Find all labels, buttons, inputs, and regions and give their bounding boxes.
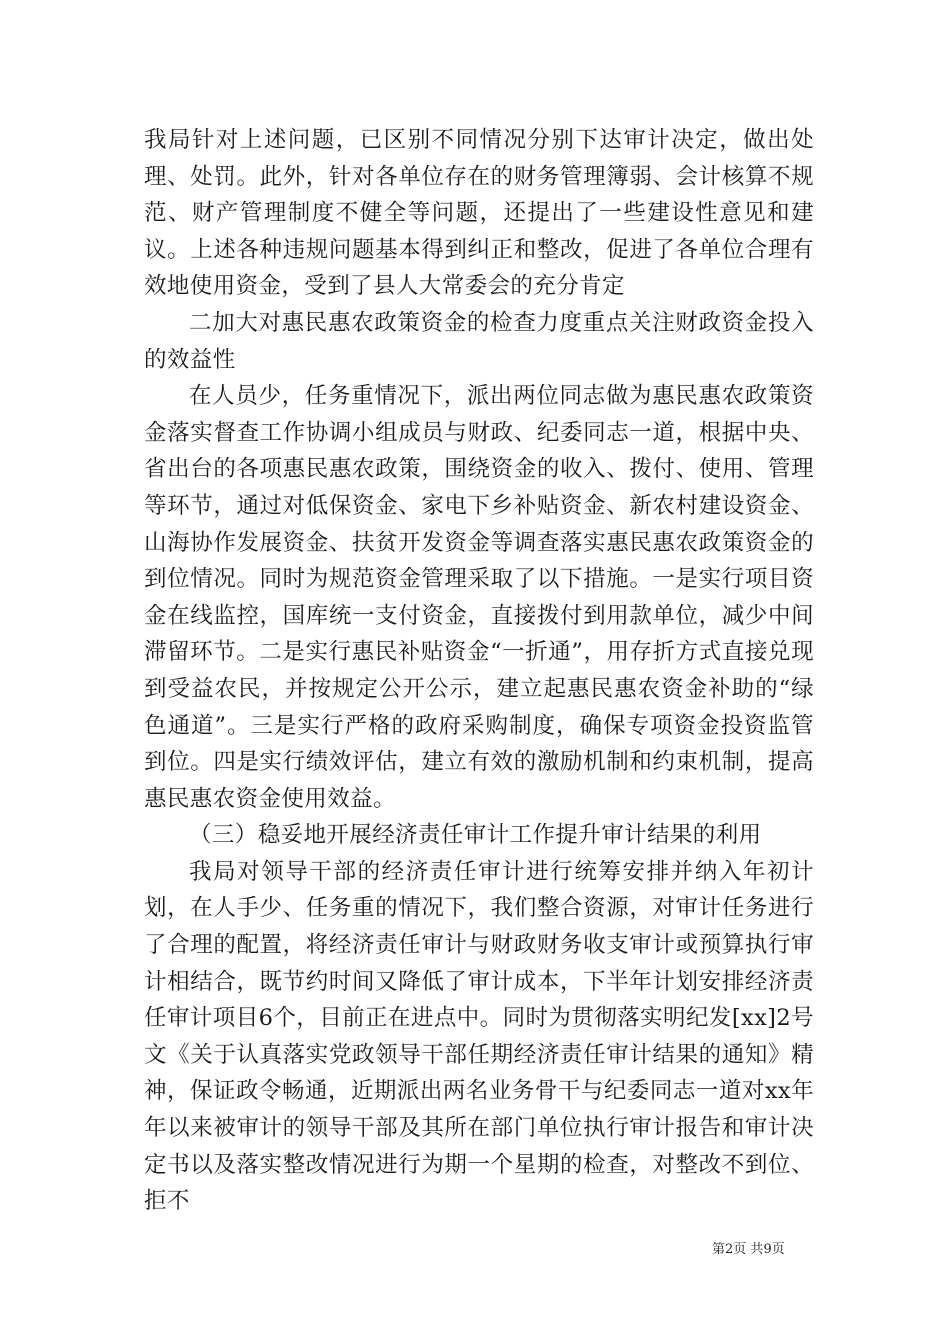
footer-total-pages: 9 (763, 1242, 772, 1257)
section-heading-policy-funds: 二加大对惠民惠农政策资金的检查力度重点关注财政资金投入的效益性 (144, 309, 814, 373)
section-heading-economic-responsibility: （三）稳妥地开展经济责任审计工作提升审计结果的利用 (189, 822, 762, 849)
footer-prefix: 第 (712, 1242, 726, 1257)
paragraph-policy-funds: 在人员少，任务重情况下，派出两位同志做为惠民惠农政策资金落实督查工作协调小组成员与财政、纪委同志一道，根据中央、省出台的各项惠民惠农政策，围绕资金的收入、拨付、使用、管理等环节，通过对低保资金、家电下乡补贴资金、新农村建设资金、山海协作发展资金、扶贫开发资金等调查落实惠民惠农政策资金的到位情况。同时为规范资金管理采取了以下措施。一是实行项目资金在线监控，国库统一支付资金，直接拨付到用款单位，减少中间滞留环节。二是实行惠民补贴资金“一折通”，用存折方式直接兑现到受益农民，并按规定公开公示，建立起惠民惠农资金补助的“绿色通道”。三是实行严格的政府采购制度，确保专项资金投资监管到位。四是实行绩效评估，建立有效的激励机制和约束机制，提高惠民惠农资金使用效益。 (144, 383, 814, 812)
footer-suffix: 页 (771, 1242, 785, 1257)
document-body (144, 122, 814, 1220)
footer-middle: 页 共 (733, 1242, 764, 1257)
page-footer (712, 1241, 785, 1259)
paragraph-economic-responsibility: 我局对领导干部的经济责任审计进行统筹安排并纳入年初计划，在人手少、任务重的情况下，我们整合资源，对审计任务进行了合理的配置，将经济责任审计与财政财务收支审计或预算执行审计相结合，既节约时间又降低了审计成本，下半年计划安排经济责任审计项目6个，目前正在进点中。同时为贯彻落实明纪发[xx]2号文《关于认真落实党政领导干部任期经济责任审计结果的通知》精神，保证政令畅通，近期派出两名业务骨干与纪委同志一道对xx年年以来被审计的领导干部及其所在部门单位执行审计报告和审计决定书以及落实整改情况进行为期一个星期的检查，对整改不到位、拒不 (144, 858, 814, 1215)
paragraph-audit-results: 我局针对上述问题，已区别不同情况分别下达审计决定，做出处理、处罚。此外，针对各单位存在的财务管理簿弱、会计核算不规范、财产管理制度不健全等问题，还提出了一些建设性意见和建议。上述各种违规问题基本得到纠正和整改，促进了各单位合理有效地使用资金，受到了县人大常委会的充分肯定 (144, 127, 814, 300)
footer-current-page: 2 (725, 1242, 734, 1257)
